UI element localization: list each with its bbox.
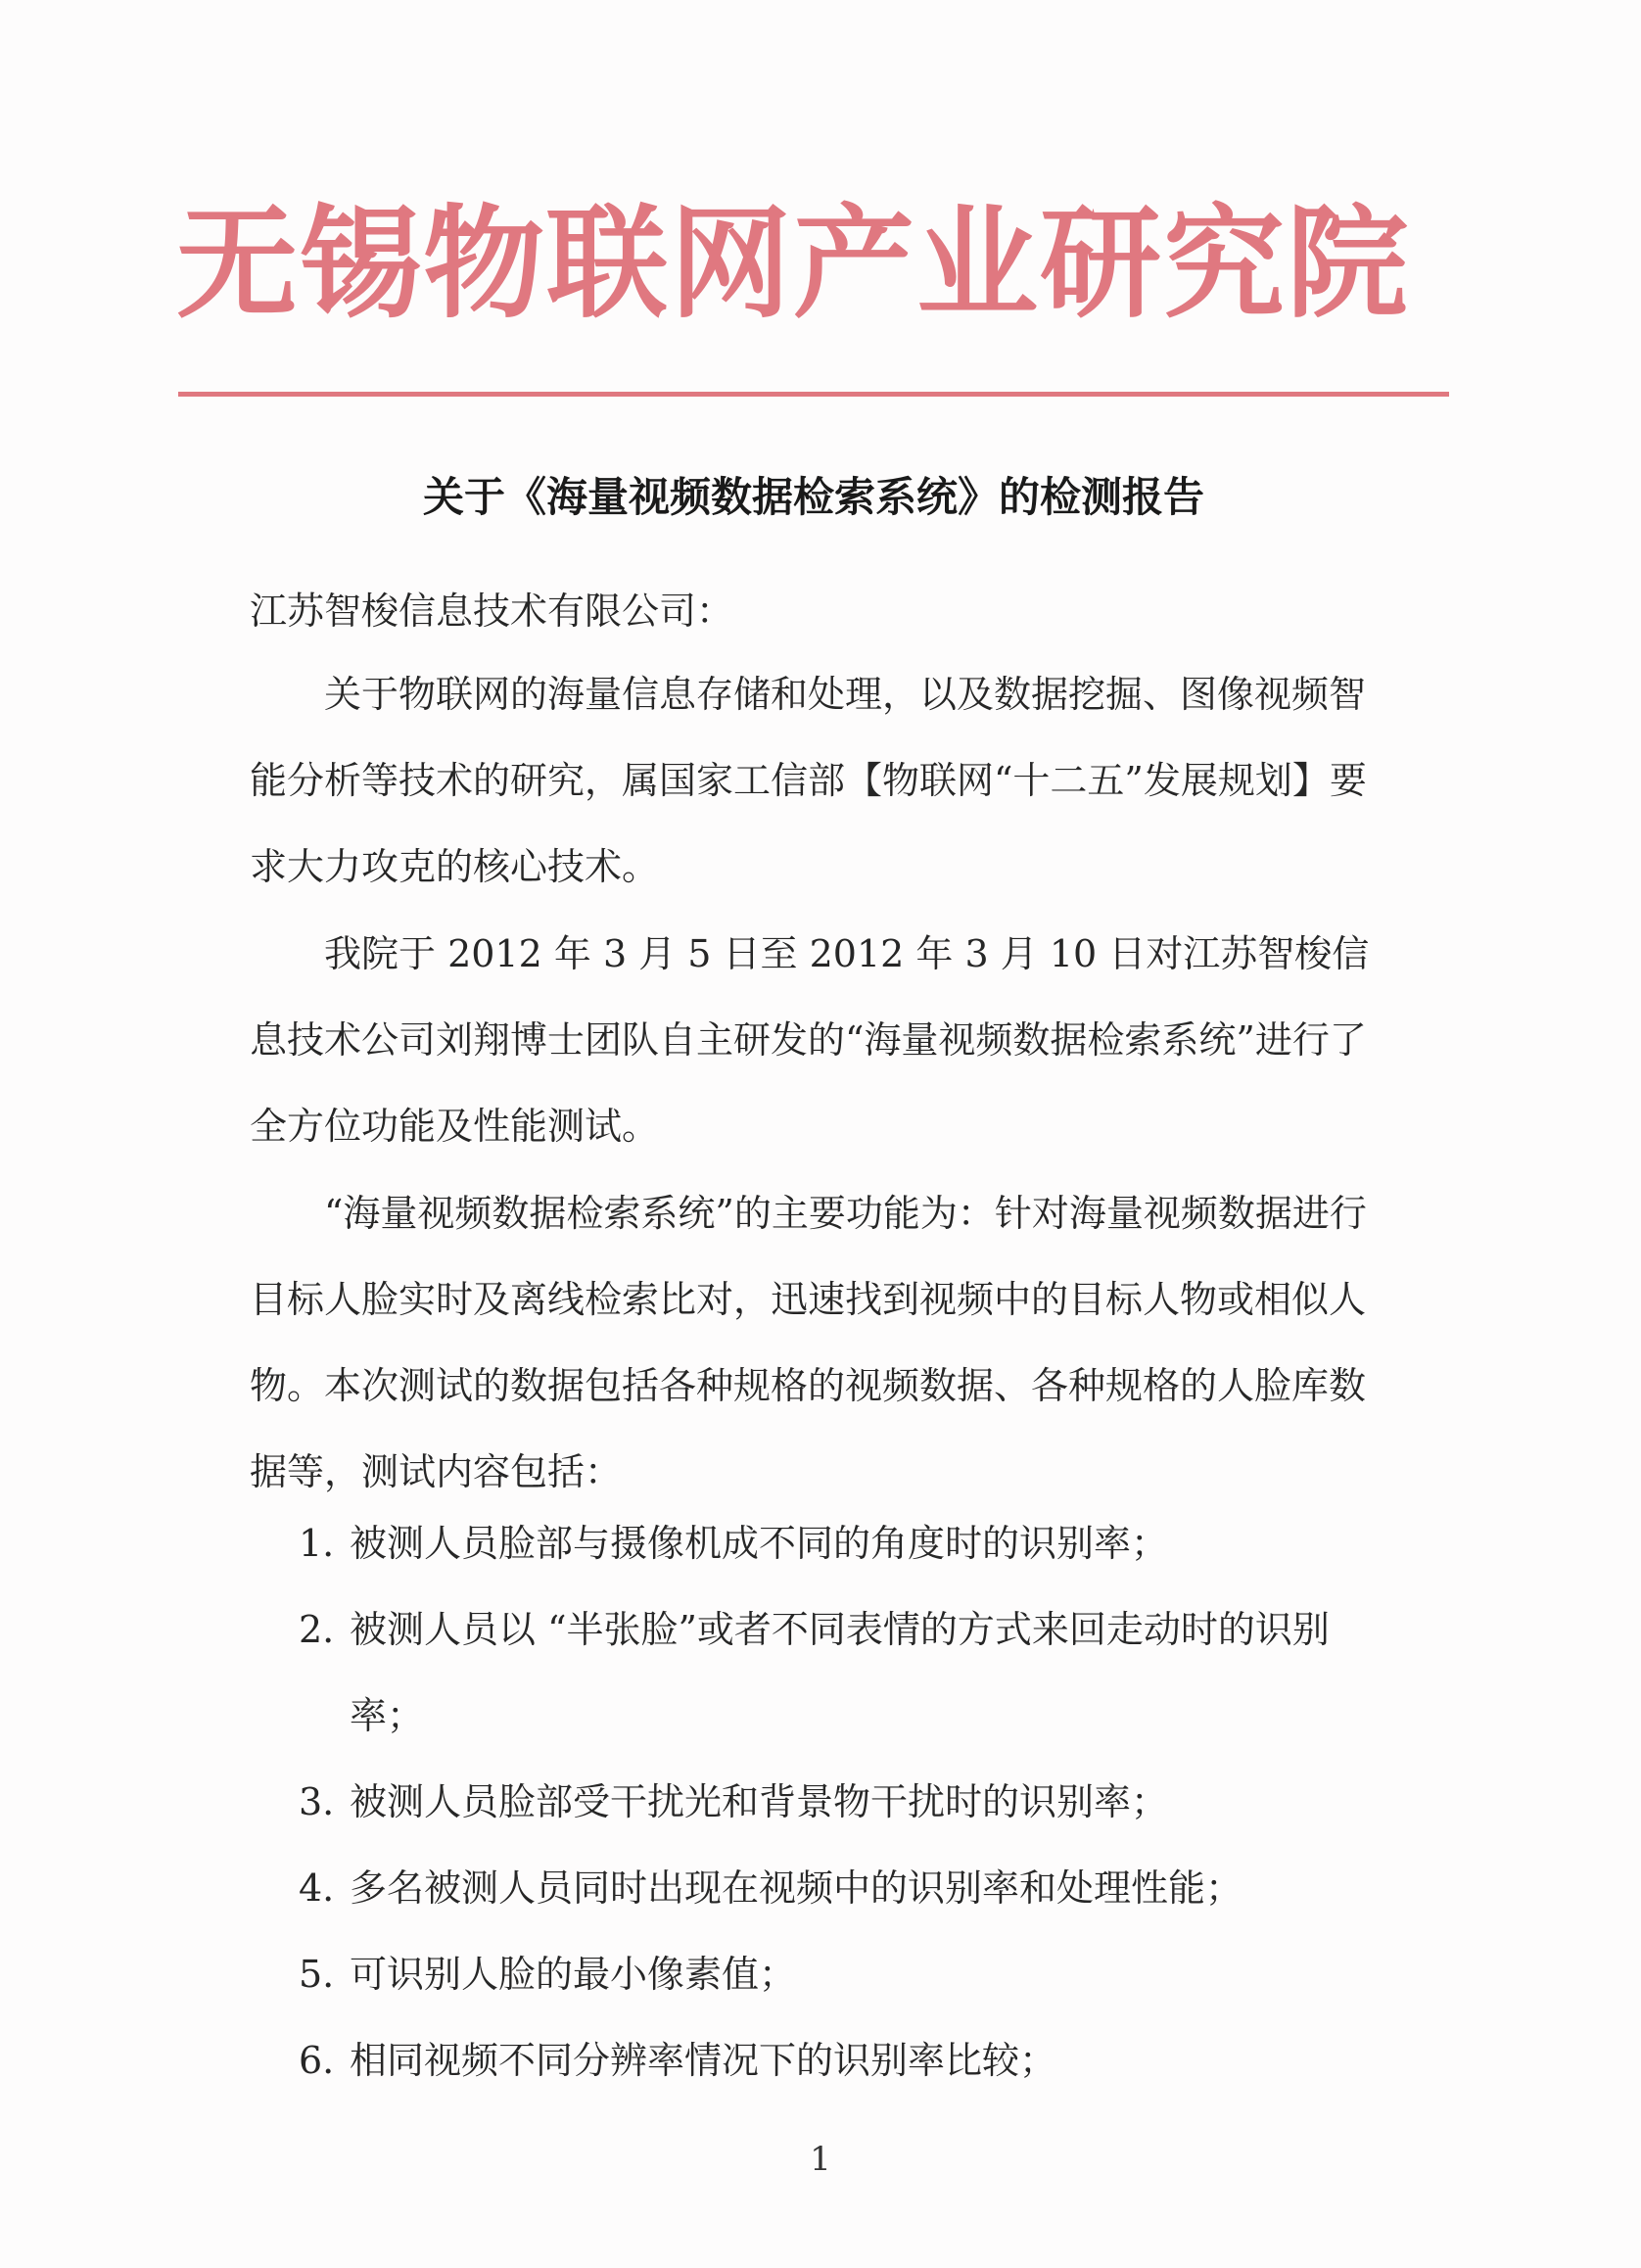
list-item: [299, 1931, 1385, 2017]
list-item-number: 6.: [299, 2039, 335, 2082]
list-item: [299, 1759, 1385, 1845]
letterhead-divider: [178, 392, 1449, 397]
paragraph-1: [250, 651, 1385, 910]
list-item-text: 多名被测人员同时出现在视频中的识别率和处理性能；: [350, 1866, 1243, 1910]
paragraph-text: “海量视频数据检索系统”的主要功能为：针对海量视频数据进行目标人脸实时及离线检索比对，迅速找到视频中的目标人物或相似人物。本次测试的数据包括各种规格的视频数据、各种规格的人脸库数据等，测试内容包括：: [250, 1192, 1367, 1493]
list-item: [299, 1845, 1385, 1931]
list-item-text: 被测人员以 “半张脸”或者不同表情的方式来回走动时的识别率；: [350, 1608, 1330, 1737]
list-item-number: 1.: [299, 1522, 335, 1565]
list-item: [299, 1500, 1385, 1586]
paragraph-2: [250, 911, 1385, 1169]
letterhead-org-name: 无锡物联网产业研究院: [176, 194, 1411, 335]
list-item-text: 被测人员脸部与摄像机成不同的角度时的识别率；: [350, 1522, 1169, 1565]
list-item-number: 4.: [299, 1866, 335, 1910]
list-item-text: 被测人员脸部受干扰光和背景物干扰时的识别率；: [350, 1780, 1169, 1823]
list-item: [299, 1586, 1385, 1759]
paragraph-text: 关于物联网的海量信息存储和处理，以及数据挖掘、图像视频智能分析等技术的研究，属国家工信部【物联网“十二五”发展规划】要求大力攻克的核心技术。: [250, 673, 1367, 888]
list-item-text: 相同视频不同分辨率情况下的识别率比较；: [350, 2039, 1057, 2082]
test-items-list: [299, 1500, 1385, 2103]
paragraph-3: [250, 1170, 1385, 1515]
list-item-number: 5.: [299, 1953, 335, 1996]
list-item-number: 3.: [299, 1780, 335, 1823]
list-item-text: 可识别人脸的最小像素值；: [350, 1953, 797, 1996]
paragraph-text: 我院于 2012 年 3 月 5 日至 2012 年 3 月 10 日对江苏智梭信息技术公司刘翔博士团队自主研发的“海量视频数据检索系统”进行了全方位功能及性能测试。: [250, 932, 1370, 1148]
list-item-number: 2.: [299, 1608, 335, 1651]
salutation: 江苏智梭信息技术有限公司：: [250, 590, 734, 633]
list-item: [299, 2017, 1385, 2103]
document-title: 关于《海量视频数据检索系统》的检测报告: [422, 473, 1204, 521]
page-number: 1: [810, 2140, 831, 2179]
